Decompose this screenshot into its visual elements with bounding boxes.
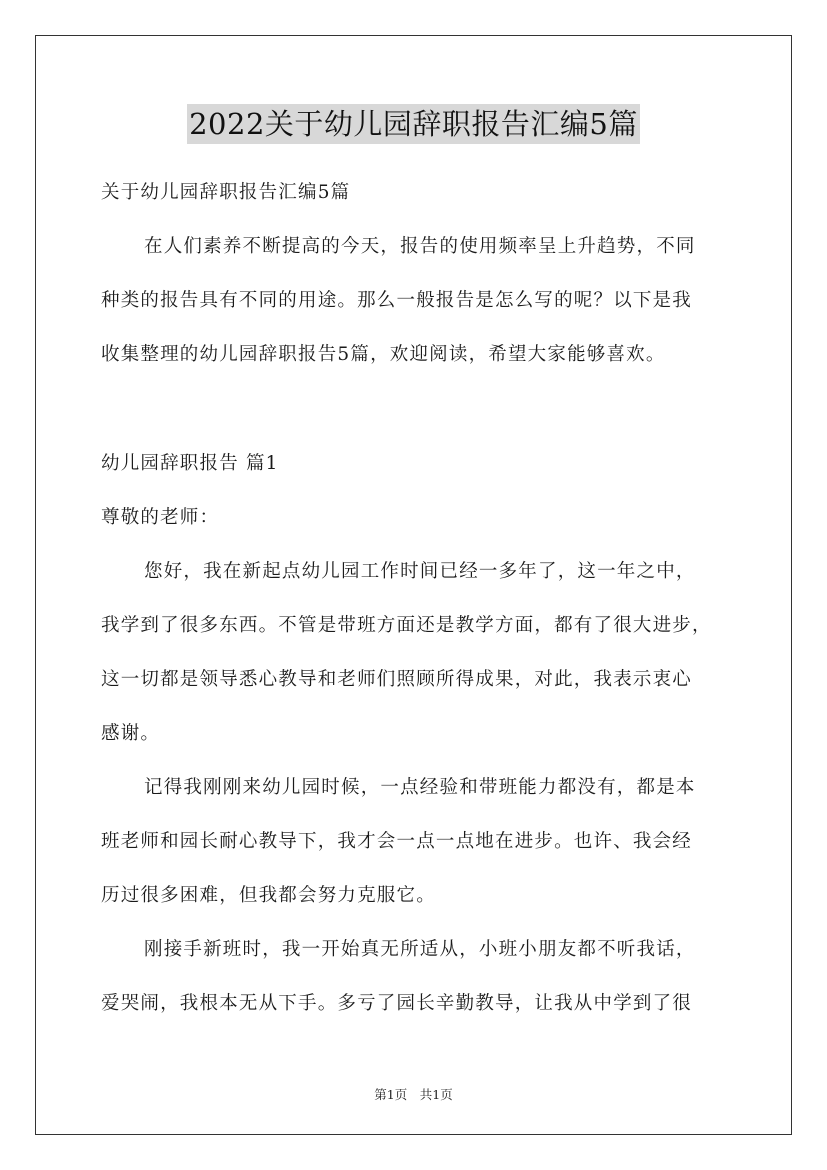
paragraph-line: 爱哭闹，我根本无从下手。多亏了园长辛勤教导，让我从中学到了很 (101, 993, 693, 1014)
paragraph-line: 种类的报告具有不同的用途。那么一般报告是怎么写的呢？以下是我 (101, 290, 693, 311)
paragraph-line: 收集整理的幼儿园辞职报告5篇，欢迎阅读，希望大家能够喜欢。 (101, 344, 666, 365)
paragraph-line: 刚接手新班时，我一开始真无所适从，小班小朋友都不听我话， (144, 939, 696, 960)
paragraph-line: 感谢。 (101, 723, 161, 744)
title-container (0, 104, 827, 144)
paragraph-line: 在人们素养不断提高的今天，报告的使用频率呈上升趋势，不同 (144, 236, 696, 257)
salutation: 尊敬的老师： (101, 507, 220, 528)
paragraph-line: 记得我刚刚来幼儿园时候，一点经验和带班能力都没有，都是本 (144, 777, 696, 798)
paragraph-line: 我学到了很多东西。不管是带班方面还是教学方面，都有了很大进步， (101, 615, 712, 636)
paragraph-line: 您好，我在新起点幼儿园工作时间已经一多年了，这一年之中， (144, 561, 696, 582)
subtitle-line: 关于幼儿园辞职报告汇编5篇 (101, 182, 351, 203)
document-title: 2022关于幼儿园辞职报告汇编5篇 (187, 104, 640, 144)
paragraph-line: 历过很多困难，但我都会努力克服它。 (101, 885, 436, 906)
section-heading: 幼儿园辞职报告 篇1 (101, 453, 279, 474)
paragraph-line: 班老师和园长耐心教导下，我才会一点一点地在进步。也许、我会经 (101, 831, 693, 852)
page-footer: 第1页 共1页 (374, 1087, 453, 1102)
paragraph-line: 这一切都是领导悉心教导和老师们照顾所得成果，对此，我表示衷心 (101, 669, 693, 690)
